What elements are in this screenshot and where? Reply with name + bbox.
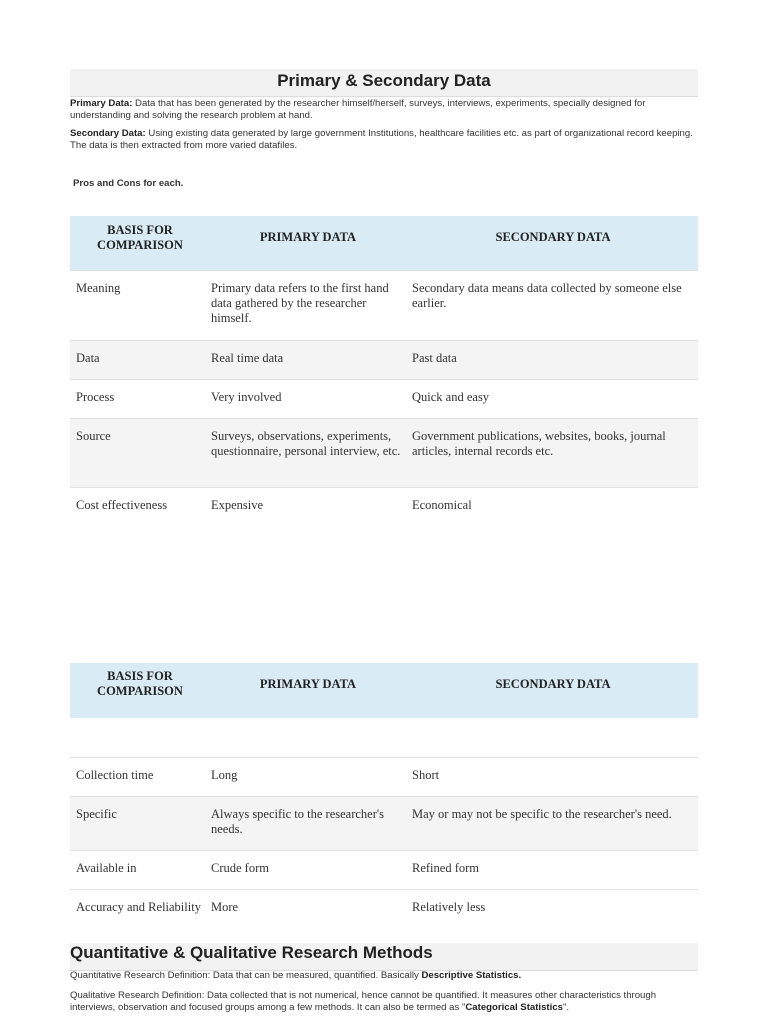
row-label: Cost effectiveness xyxy=(76,498,168,512)
row-primary: Always specific to the researcher's needs. xyxy=(211,807,385,836)
page-title: Primary & Secondary Data xyxy=(70,69,698,97)
row-secondary: May or may not be specific to the researcher's need. xyxy=(412,807,672,821)
pros-cons-heading: Pros and Cons for each. xyxy=(73,178,184,189)
qualitative-definition xyxy=(70,990,698,1013)
table-row xyxy=(70,889,698,928)
primary-data-label: Primary Data: xyxy=(70,98,133,109)
quantitative-text: Quantitative Research Definition: Data that can be measured, quantified. Basically xyxy=(70,970,422,981)
comparison-table-1 xyxy=(70,216,698,511)
header-primary: PRIMARY DATA xyxy=(259,230,357,244)
table-row xyxy=(70,757,698,796)
section-heading: Quantitative & Qualitative Research Methods xyxy=(70,943,698,971)
row-label: Available in xyxy=(76,861,137,875)
primary-data-definition xyxy=(70,98,698,121)
table-header xyxy=(70,663,698,718)
row-label: Specific xyxy=(76,807,117,821)
row-primary: Primary data refers to the first hand data gathered by the researcher himself. xyxy=(211,281,389,325)
row-primary: Expensive xyxy=(211,498,264,512)
row-primary: Surveys, observations, experiments, questionnaire, personal interview, etc. xyxy=(211,429,401,458)
row-label: Meaning xyxy=(76,281,121,295)
qualitative-end: ". xyxy=(562,1001,570,1013)
header-secondary: SECONDARY DATA xyxy=(495,230,611,244)
table-row xyxy=(70,418,698,487)
table-row xyxy=(70,796,698,850)
table-row xyxy=(70,850,698,889)
row-secondary: Past data xyxy=(412,351,457,365)
quantitative-definition xyxy=(70,970,698,982)
row-secondary: Government publications, websites, books, journal articles, internal records etc. xyxy=(412,429,666,458)
row-primary: More xyxy=(211,900,239,914)
row-primary: Real time data xyxy=(211,351,284,365)
row-label: Process xyxy=(76,390,115,404)
table-row xyxy=(70,270,698,340)
header-basis: BASIS FOR COMPARISON xyxy=(97,223,183,252)
row-secondary: Relatively less xyxy=(412,900,486,914)
secondary-data-definition xyxy=(70,128,698,151)
row-secondary: Quick and easy xyxy=(412,390,490,404)
quantitative-bold: Descriptive Statistics. xyxy=(421,970,522,981)
qualitative-bold: Categorical Statistics xyxy=(465,1001,563,1013)
header-basis: BASIS FOR COMPARISON xyxy=(97,669,183,698)
row-secondary: Short xyxy=(412,768,440,782)
table-row xyxy=(70,487,698,511)
row-secondary: Refined form xyxy=(412,861,479,875)
row-label: Source xyxy=(76,429,111,443)
row-primary: Crude form xyxy=(211,861,269,875)
header-primary: PRIMARY DATA xyxy=(259,677,357,691)
header-secondary: SECONDARY DATA xyxy=(495,677,611,691)
row-label: Data xyxy=(76,351,100,365)
table-row xyxy=(70,379,698,418)
table-row xyxy=(70,340,698,379)
row-secondary: Economical xyxy=(412,498,472,512)
row-primary: Very involved xyxy=(211,390,282,404)
comparison-table-2 xyxy=(70,663,698,928)
row-secondary: Secondary data means data collected by someone else earlier. xyxy=(412,281,682,310)
row-primary: Long xyxy=(211,768,238,782)
row-label: Collection time xyxy=(76,768,154,782)
primary-data-text: Data that has been generated by the researcher himself/herself, surveys, interviews, experiments, specially designed for understanding and solving the research problem at hand. xyxy=(70,98,646,121)
qualitative-text: Qualitative Research Definition: Data collected that is not numerical, hence cannot be quantified. It measures other characteristics through interviews, observation and focused groups among a few methods. It can also be termed as " xyxy=(70,990,657,1013)
secondary-data-label: Secondary Data: xyxy=(70,128,146,139)
row-label: Accuracy and Reliability xyxy=(76,900,201,914)
table-header xyxy=(70,216,698,270)
secondary-data-text: Using existing data generated by large government Institutions, healthcare facilities etc. as part of organizational record keeping. The data is then extracted from more varied datafiles. xyxy=(70,128,693,151)
